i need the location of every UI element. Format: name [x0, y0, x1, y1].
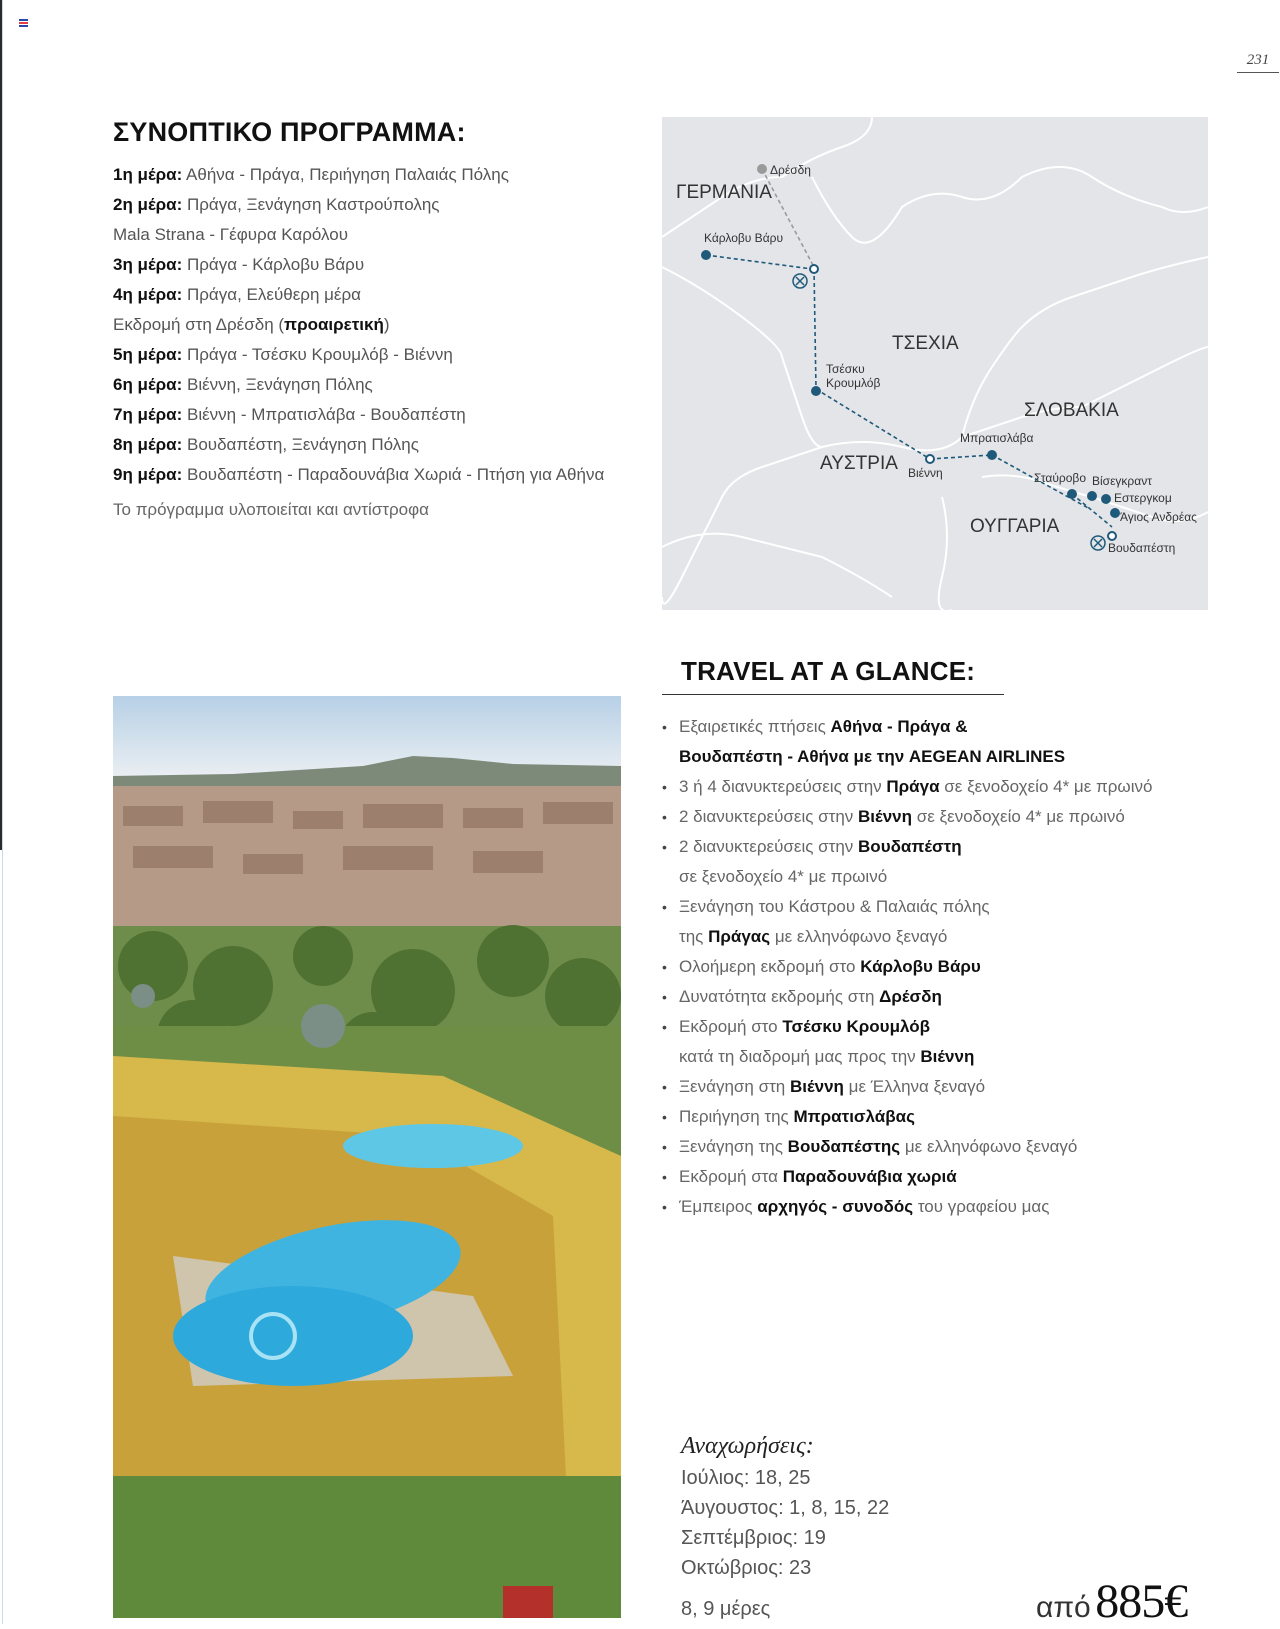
glance-item-text: με ελληνόφωνο ξεναγό	[900, 1137, 1078, 1156]
point-visegrad	[1087, 491, 1097, 501]
departures-title: Αναχωρήσεις:	[681, 1433, 814, 1459]
itinerary-day	[113, 190, 604, 220]
glance-item-text: Περιήγηση της	[679, 1107, 794, 1126]
page-number-rule	[1237, 72, 1279, 73]
label-hungary: ΟΥΓΓΑΡΙΑ	[970, 516, 1060, 537]
glance-item	[662, 712, 1152, 742]
glance-item-emphasis: αρχηγός - συνοδός	[757, 1197, 914, 1216]
departures-list	[681, 1463, 889, 1583]
itinerary-day-label: 2η μέρα:	[113, 195, 183, 214]
label-krumlov-1: Τσέσκυ	[826, 362, 865, 376]
glance-item-emphasis: Βιέννη	[789, 1077, 844, 1096]
label-germany: ΓΕΡΜΑΝΙΑ	[676, 182, 772, 203]
glance-item	[662, 1072, 1152, 1102]
glance-item	[662, 1012, 1152, 1042]
point-krumlov	[811, 386, 821, 396]
glance-item-emphasis: Δρέσδη	[879, 987, 942, 1006]
photo-dome-small	[131, 984, 155, 1008]
glance-item-emphasis: Βουδαπέστη	[858, 837, 962, 856]
glance-item-emphasis: Τσέσκυ Κρουμλόβ	[782, 1017, 930, 1036]
itinerary-day-text: Πράγα - Κάρλοβυ Βάρυ	[182, 255, 365, 274]
glance-item	[662, 1132, 1152, 1162]
route-map	[662, 117, 1208, 610]
glance-item-text: σε ξενοδοχείο 4* με πρωινό	[912, 807, 1125, 826]
glance-item-text: Ξενάγηση του Κάστρου & Παλαιάς πόλης	[679, 897, 990, 916]
itinerary-day-text: Βουδαπέστη, Ξενάγηση Πόλης	[182, 435, 419, 454]
itinerary-list	[113, 160, 604, 490]
point-karlovy-vary	[701, 250, 711, 260]
glance-item-emphasis: Πράγα	[886, 777, 940, 796]
glance-item-text: Εξαιρετικές πτήσεις	[679, 717, 831, 736]
itinerary-day-label: 1η μέρα:	[113, 165, 183, 184]
label-vienna: Βιέννη	[908, 466, 943, 480]
glance-item-emphasis: Αθήνα - Πράγα &	[830, 717, 968, 736]
itinerary-day-label: 7η μέρα:	[113, 405, 183, 424]
point-staurovo	[1067, 489, 1077, 499]
price-prefix: από	[1036, 1591, 1091, 1624]
page-number: 231	[1246, 52, 1270, 68]
glance-item-emphasis: Κάρλοβυ Βάρυ	[860, 957, 981, 976]
label-bratislava: Μπρατισλάβα	[960, 431, 1034, 445]
glance-item	[662, 832, 1152, 862]
glance-item-text: κατά τη διαδρομή μας προς την	[679, 1047, 921, 1066]
itinerary-day-text: Βουδαπέστη - Παραδουνάβια Χωριά - Πτήση για Αθήνα	[182, 465, 605, 484]
glance-list	[662, 712, 1152, 1222]
itinerary-day-text: Εκδρομή στη Δρέσδη (	[113, 315, 285, 334]
label-krumlov-2: Κρουμλόβ	[826, 376, 881, 390]
label-czechia: ΤΣΕΧΙΑ	[892, 333, 959, 354]
point-vienna	[926, 455, 934, 463]
itinerary-day	[113, 400, 604, 430]
departure-item: Οκτώβριος: 23	[681, 1557, 812, 1579]
itinerary-day	[113, 160, 604, 190]
label-slovakia: ΣΛΟΒΑΚΙΑ	[1024, 400, 1119, 421]
glance-item-text: Δυνατότητα εκδρομής στη	[679, 987, 880, 1006]
itinerary-day-text: Βιέννη - Μπρατισλάβα - Βουδαπέστη	[182, 405, 466, 424]
itinerary-day-text: Mala Strana - Γέφυρα Καρόλου	[113, 225, 349, 244]
trip-duration: 8, 9 μέρες	[681, 1598, 771, 1620]
itinerary-day	[113, 310, 604, 340]
label-austria: ΑΥΣΤΡΙΑ	[820, 453, 898, 474]
glance-item	[662, 922, 1152, 952]
glance-item-emphasis: Βουδαπέστη - Αθήνα με την AEGEAN AIRLINES	[679, 747, 1066, 766]
glance-item-text: Έμπειρος	[679, 1197, 758, 1216]
glance-item-emphasis: Βουδαπέστης	[787, 1137, 901, 1156]
glance-item	[662, 772, 1152, 802]
label-staurovo: Σταύροβο	[1034, 471, 1086, 485]
label-budapest: Βουδαπέστη	[1108, 541, 1176, 555]
itinerary-day	[113, 250, 604, 280]
photo-sky	[113, 696, 621, 776]
label-karlovy-vary: Κάρλοβυ Βάρυ	[704, 231, 784, 245]
itinerary-day	[113, 280, 604, 310]
photo-illustration	[113, 696, 621, 1618]
glance-item-text: Ξενάγηση της	[679, 1137, 788, 1156]
point-budapest	[1108, 532, 1116, 540]
glance-item-emphasis: Βιέννη	[920, 1047, 975, 1066]
itinerary-day-text: Πράγα - Τσέσκυ Κρουμλόβ - Βιέννη	[182, 345, 453, 364]
glance-item	[662, 1042, 1152, 1072]
glance-item	[662, 1102, 1152, 1132]
itinerary-day	[113, 340, 604, 370]
departure-item: Ιούλιος: 18, 25	[681, 1467, 811, 1489]
budapest-baths-photo	[113, 696, 621, 1618]
flag-icon	[19, 19, 28, 27]
photo-pool-back	[343, 1124, 523, 1168]
itinerary-day	[113, 460, 604, 490]
point-szentendre	[1110, 508, 1120, 518]
glance-item-text: σε ξενοδοχείο 4* με πρωινό	[939, 777, 1153, 796]
itinerary-day-label: 5η μέρα:	[113, 345, 183, 364]
itinerary-day-label: 9η μέρα:	[113, 465, 183, 484]
itinerary-day-label: 3η μέρα:	[113, 255, 183, 274]
glance-item-text: Εκδρομή στο	[679, 1017, 783, 1036]
glance-item-text: 3 ή 4 διανυκτερεύσεις στην	[679, 777, 887, 796]
label-szentendre: Άγιος Ανδρέας	[1120, 510, 1197, 524]
photo-red-vehicle	[503, 1586, 553, 1618]
point-prague	[810, 265, 818, 273]
glance-item-text: της	[679, 927, 709, 946]
label-visegrad: Βίσεγκραντ	[1092, 474, 1152, 488]
itinerary-day-text: Πράγα, Ελεύθερη μέρα	[182, 285, 362, 304]
summary-title: ΣΥΝΟΠΤΙΚΟ ΠΡΟΓΡΑΜΜΑ:	[113, 117, 466, 147]
glance-item-text: με Έλληνα ξεναγό	[843, 1077, 986, 1096]
itinerary-day-suffix: )	[383, 315, 390, 334]
glance-item	[662, 892, 1152, 922]
itinerary-day-text: Αθήνα - Πράγα, Περιήγηση Παλαιάς Πόλης	[182, 165, 509, 184]
left-edge-rule-light	[2, 0, 3, 1624]
itinerary-day	[113, 430, 604, 460]
glance-item-text: 2 διανυκτερεύσεις στην	[679, 807, 859, 826]
point-esztergom	[1101, 494, 1111, 504]
glance-item-text: σε ξενοδοχείο 4* με πρωινό	[679, 867, 888, 886]
route-map-svg	[662, 117, 1208, 610]
glance-item	[662, 1192, 1152, 1222]
glance-item-text: Ολοήμερη εκδρομή στο	[679, 957, 861, 976]
glance-item-text: με ελληνόφωνο ξεναγό	[770, 927, 948, 946]
itinerary-day	[113, 220, 604, 250]
itinerary-note: Το πρόγραμμα υλοποιείται και αντίστροφα	[113, 500, 429, 519]
photo-dome	[301, 1004, 345, 1048]
itinerary-day-label: 4η μέρα:	[113, 285, 183, 304]
glance-item-text: Εκδρομή στα	[679, 1167, 783, 1186]
itinerary-day	[113, 370, 604, 400]
glance-title-rule	[662, 694, 1004, 695]
price-amount: 885€	[1095, 1575, 1188, 1628]
glance-item	[662, 742, 1152, 772]
glance-item-text: του γραφείου μας	[913, 1197, 1050, 1216]
itinerary-day-label: 6η μέρα:	[113, 375, 183, 394]
glance-item	[662, 952, 1152, 982]
glance-item-emphasis: Πράγας	[708, 927, 771, 946]
glance-item	[662, 862, 1152, 892]
departure-item: Σεπτέμβριος: 19	[681, 1527, 826, 1549]
glance-item-text: Ξενάγηση στη	[679, 1077, 790, 1096]
glance-item-emphasis: Παραδουνάβια χωριά	[782, 1167, 957, 1186]
label-esztergom: Εστεργκομ	[1114, 491, 1172, 505]
glance-item	[662, 802, 1152, 832]
glance-title: TRAVEL AT A GLANCE:	[681, 656, 976, 686]
itinerary-day-text: Πράγα, Ξενάγηση Καστρούπολης	[182, 195, 440, 214]
label-dresden: Δρέσδη	[770, 163, 811, 177]
point-dresden	[757, 164, 767, 174]
glance-item-emphasis: Βιέννη	[858, 807, 912, 826]
itinerary-day-label: 8η μέρα:	[113, 435, 183, 454]
itinerary-day-text: Βιέννη, Ξενάγηση Πόλης	[182, 375, 373, 394]
glance-item	[662, 982, 1152, 1012]
point-bratislava	[987, 450, 997, 460]
departure-item: Άυγουστος: 1, 8, 15, 22	[681, 1497, 890, 1519]
glance-item	[662, 1162, 1152, 1192]
price	[1036, 1574, 1187, 1629]
itinerary-day-emphasis: προαιρετική	[284, 315, 384, 334]
glance-item-emphasis: Μπρατισλάβας	[793, 1107, 915, 1126]
glance-item-text: 2 διανυκτερεύσεις στην	[679, 837, 859, 856]
